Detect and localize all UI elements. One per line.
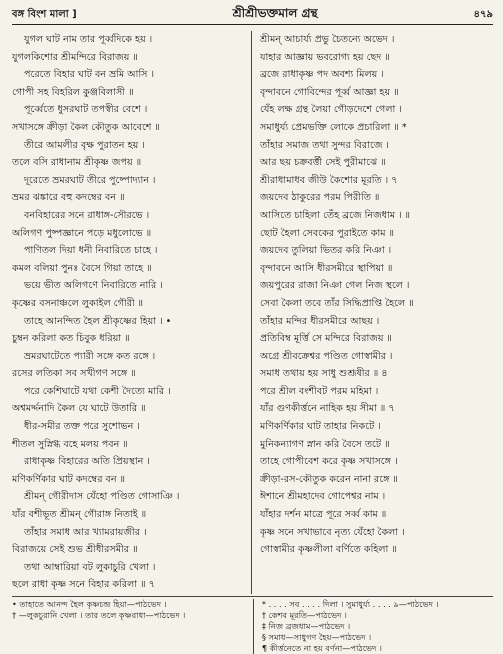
footnotes-left (12, 599, 254, 654)
verse-line: সেবা কৈলা তবে তাঁর সিদ্ধিপ্রাপ্তি হৈলে ॥ (260, 297, 414, 309)
verse-line: শ্রীমন্ আচার্য্য প্রভু চৈতন্যে অভেদ । (260, 34, 395, 45)
verse-line: ধীর-সমীর তক্ত পরে সুশোভন । (24, 421, 140, 433)
verse-line: সখাসঙ্গে ক্রীড়া কৈল কৌতুক আবেশে ॥ (12, 121, 160, 133)
verse-line: ঈশানে শ্রীমহাদেব গোপেশ্বর নাম । (260, 491, 386, 503)
verse-line: অগ্রে শ্রীবক্রেশ্বর পণ্ডিত গোস্বামীর । (260, 350, 393, 362)
verse-line: ভয়ে ভীত অলিগণে নিবারিতে নারি । (24, 280, 163, 292)
verse-line: কমল বলিয়া পুনঃ বৈসে গিয়া তাহে ॥ (12, 262, 152, 274)
footnote: † কেশব মূরতি—পাঠভেদ । (261, 610, 347, 620)
verse-line: চুম্বন করিলা কত চিবুক ধরিয়া ॥ (12, 333, 130, 345)
verse-line: বনবিহারের সনে রাধাঙ্গ-সৌরভে । (24, 209, 150, 221)
verse-line: যুগলকিশোর শ্রীমন্দিরে বিরাজয় ॥ (12, 51, 138, 63)
verse-line: প্রতিবিম্ব মূর্ত্তি সে মন্দিরে বিরাজয় ॥ (260, 333, 392, 345)
footnote: ¶ কীর্ত্তনেতে না হয় বর্ণনা—পাঠভেদ । (261, 643, 382, 653)
verse-line: গোপী সহ বিহরিল কুঞ্জবিলাসী ॥ (12, 86, 134, 98)
verse-line: অলিগণ পুষ্পজ্ঞানে পড়ে মধুলোভে ॥ (12, 227, 152, 239)
verse-line: আর ছয় চক্রবর্ত্তী সেই পুরীমাঝে ॥ (260, 157, 386, 169)
verse-line: সমাধুর্য্য প্রেমভক্তি লোকে প্রচারিলা ॥ * (260, 121, 407, 133)
verse-line: তীরে আমলীর বৃক্ষ পুরাতন হয় । (24, 139, 145, 151)
verse-line: গোস্বামীর কৃষ্ণলীলা বর্ণিতে কহিলা ॥ (260, 544, 397, 556)
verse-line: ব্রজে রাধাকৃষ্ণ পদ অবশ্য মিলয় । (260, 69, 384, 81)
verse-line: পরে শ্রীল বংশীবট পরম মহিমা । (260, 385, 379, 397)
verse-line: মণিকর্ণিকার ঘাট কদম্বের বন ॥ (12, 473, 126, 485)
right-column (252, 31, 493, 594)
verse-line: যুগল ঘাট নাম তার পূর্ব্বদিকে হয় । (24, 34, 153, 45)
verse-line: জয়দেব ঠাকুরের পরম পিরীতি ॥ (260, 192, 380, 204)
verse-line: পরে কেশিঘাটে যথা কেশী দৈত্যে মারি । (24, 385, 171, 397)
running-head-title: শ্রীশ্রীভক্তমাল গ্রন্থ (232, 6, 318, 20)
verse-line: মুনিকন্যাগণ স্নান করি বৈসে তটে ॥ (260, 438, 390, 450)
verse-line: দূরেতে ভ্রমরঘাট তীরে পুষ্পোদ্যান । (24, 174, 156, 186)
verse-line: অশ্বমর্দ্দনাদি কৈল যে ঘাটে উতারি ॥ (12, 403, 146, 415)
verse-line: ছলে রাধা কৃষ্ণ সনে বিহার করিলা ॥ ৭ (12, 579, 155, 591)
verse-line: শ্রীরাধামাধব জীউ কৈশোর মূরতি । ৭ (260, 174, 398, 186)
footnotes-right (254, 599, 493, 654)
verse-line: তাঁহার সমাধ আর খ্যামরায়জীর । (24, 526, 147, 538)
verse-line: রসের লতিকা সব সখীগণ সঙ্গে ॥ (12, 368, 136, 380)
verse-line: পরেতে বিহার ঘাট বন ভ্রমি আসি । (24, 69, 155, 81)
verse-line: যাহার আজ্ঞায় ভবরোগ্য হয় ছেদ ॥ (260, 51, 390, 63)
footnote: † —লুকচুরানি খেলা । তার তলে কৃষ্ণরাধা—পাঠভেদ । (12, 610, 186, 620)
verse-line: যাঁহার দর্শন মাত্রে পূরে সর্ব্ব কাম ॥ (260, 509, 387, 521)
verse-line: তলে বসি রাধানাম শ্রীকৃষ্ণ জপয় ॥ (12, 157, 142, 169)
footnotes (12, 599, 493, 654)
verse-line: ভ্রমর ঝঙ্কারে বহু কদম্বের বন ॥ (12, 192, 125, 204)
verse-line: জয়পুরের রাজা নিঞা গেল নিজ স্থলে । (260, 280, 410, 292)
verse-line: বৃন্দাবনে গোবিন্দের পূর্ব্ব আজ্ঞা হয় ॥ (260, 86, 399, 98)
verse-line: ছোট হৈলা সেবকের পুরাইতে কাম ॥ (260, 227, 395, 239)
verse-line: যাঁর বশীভূত শ্রীমন্ গৌরাঙ্গ নিতাই ॥ (12, 509, 147, 521)
verse-line: তথা আম্বারিয়া বট লুকাচুরি খেলা । (24, 561, 156, 573)
verse-line: বিরাজয়ে সেই শুভ শ্রীধীরসমীর ॥ (12, 544, 138, 556)
verse-line: যেঁহ লক্ষ গ্রন্থ লৈয়া গৌড়দেশে গেলা । (260, 104, 402, 116)
verse-line: পূর্ব্বেতে ধুসরঘাট তপস্বীর বেশে । (24, 104, 148, 116)
verse-line: তাঁহার সমাজ তথা সুন্দর বিরাজে । (260, 139, 389, 151)
verse-line: বৃন্দাবনে আসি ধীরসমীরে স্থাপিয়া ॥ (260, 262, 393, 274)
footnote: ‡ নিজ ব্রজধাম—পাঠভেদ । (261, 621, 351, 631)
verse-line: ক্রীড়া-রস-কৌতুক করেন নানা রঙ্গে ॥ (260, 473, 398, 485)
verse-line: তাহে আনন্দিত হৈল শ্রীকৃষ্ণের হিয়া । • (24, 315, 172, 327)
verse-line: শীতল সুস্নিগ্ধ বহে মলয় পবন ॥ (12, 438, 128, 450)
verse-line: জয়দেব তুলিয়া ভিতর করি নিঞা । (260, 245, 392, 257)
verse-line: পাণিতল দিয়া ধনী নিবারিতে চাহে । (24, 245, 158, 257)
verse-line: মণিকর্ণিকার ঘাট তাহার নিকটে । (260, 421, 381, 433)
verse-columns (12, 31, 493, 594)
verse-line: কৃষ্ণের বসনাঞ্চলে লুকাইল গৌরী ॥ (12, 297, 144, 309)
verse-line: কৃষ্ণ সনে সখাভাবে নৃত্য যেঁহো কৈলা । (260, 526, 405, 538)
verse-line: তাঁহার মন্দির ধীরসমীরে আছয় । (260, 315, 380, 327)
verse-line: তাহে গোপীবেশ করে কৃষ্ণ সখাসঙ্গে । (260, 456, 398, 468)
verse-line: যাঁর গুণকীর্ত্তনে নাহিক হয় সীমা ॥ ৭ (260, 403, 395, 415)
verse-line: ভ্রমরঘাটেতে প্যারী সঙ্গে কত রঙ্গে । (24, 350, 156, 362)
footnote: * . . . . সব . . . . দিলা । সুমাধুর্য্য . . . . ৯—পাঠভেদ । (261, 599, 439, 609)
verse-line: সমাধ তথায় হয় সাধু শুশ্রূষীর ॥ ৪ (260, 368, 388, 380)
left-column (12, 31, 252, 594)
footnote: • তাহাতে আনন্দ হৈল কৃষ্ণচন্দ্র হিয়া—পাঠভেদ । (12, 599, 167, 609)
verse-line: রাধাকৃষ্ণ বিহারের অতি প্রিয়স্থান । (24, 456, 150, 468)
page-number: ৪৭৯ (473, 8, 493, 20)
verse-line: আসিতে চাহিলা তেঁহ ব্রজে নিজধাম । ॥ (260, 209, 411, 221)
footnote: § সমাধ—সাধুগণ হৈয়—পাঠভেদ । (261, 632, 372, 642)
page-header (12, 6, 493, 25)
verse-line: শ্রীমন্ গৌরীদাস যেঁহো পণ্ডিত গোসাঞি । (24, 491, 180, 503)
running-head-left: বঙ্গ বিংশ মালা ] (12, 8, 77, 20)
footnote-divider (12, 596, 493, 597)
